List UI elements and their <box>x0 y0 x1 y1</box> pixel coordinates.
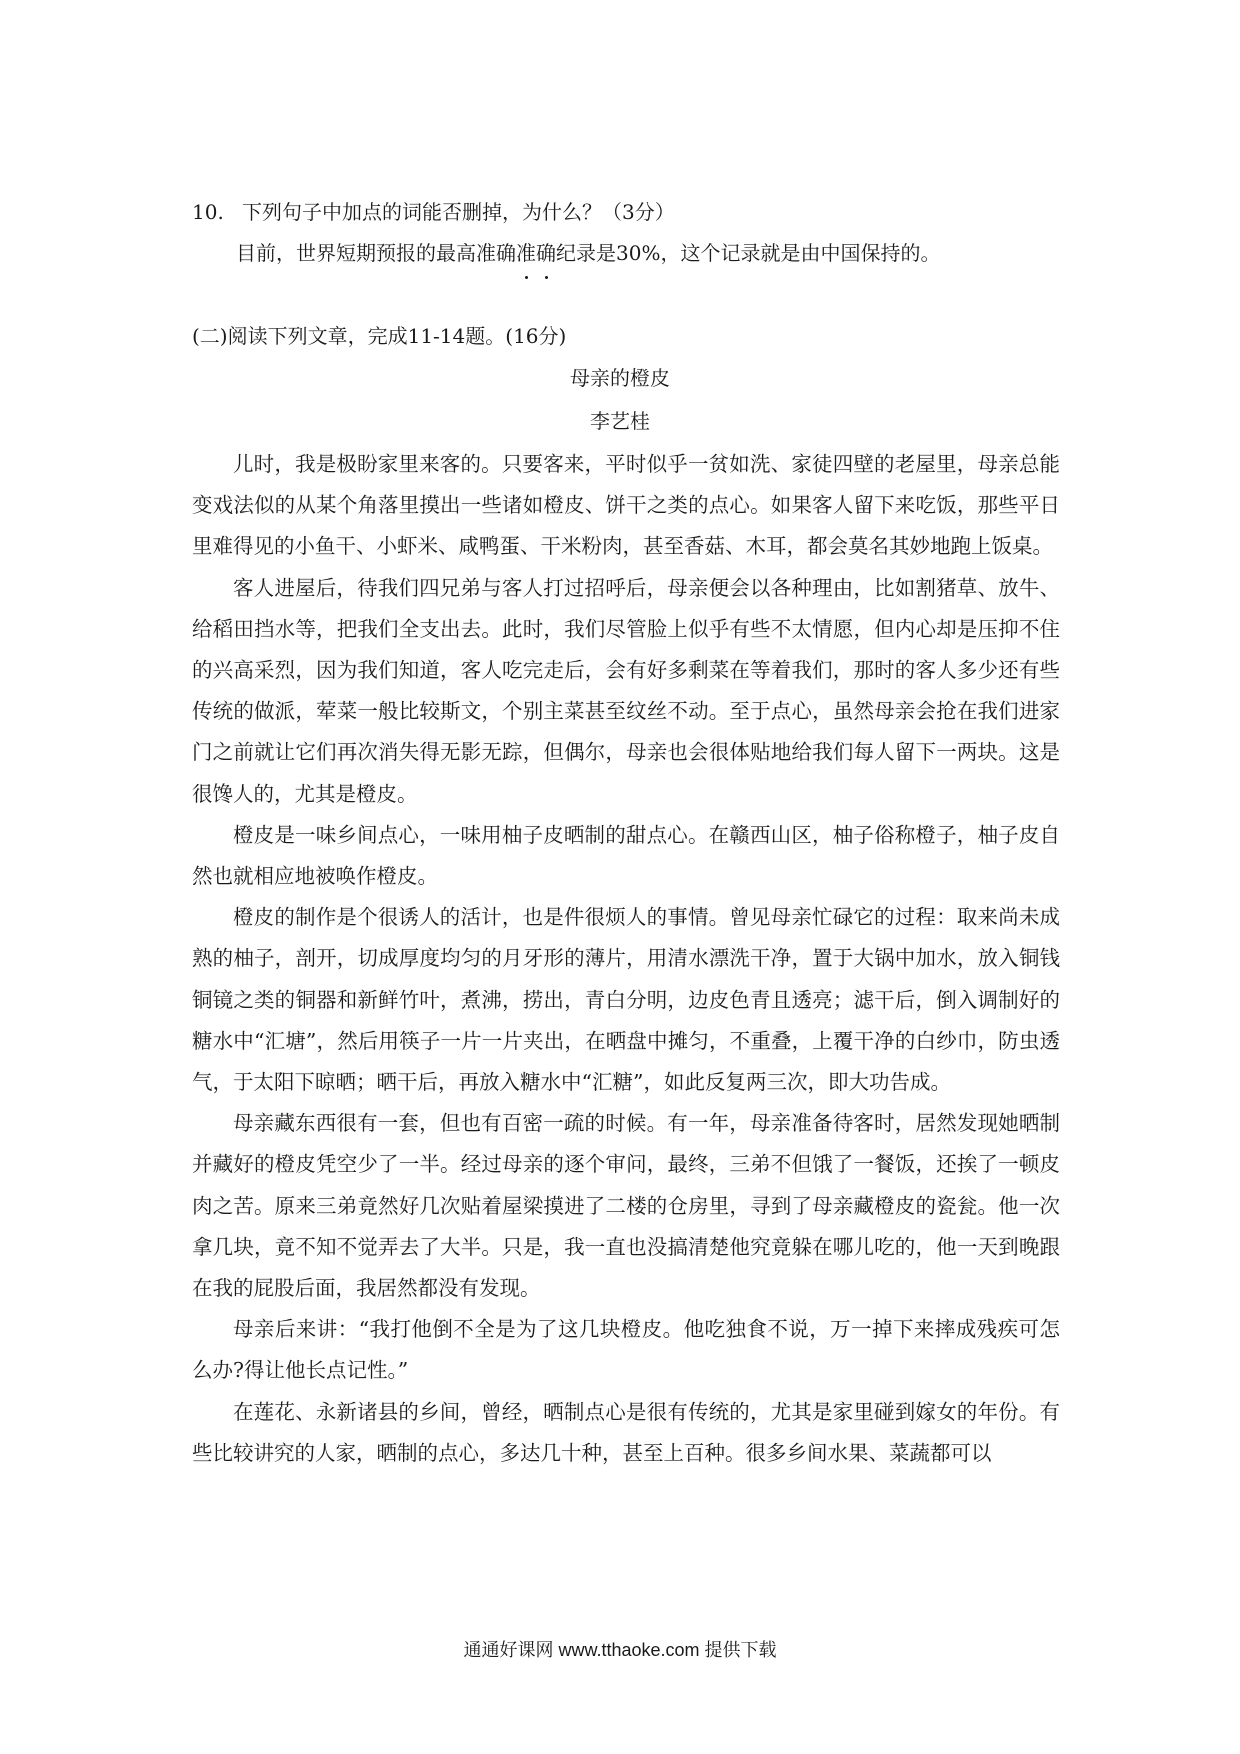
sentence-part-after: 纪录是30%，这个记录就是由中国保持的。 <box>556 241 941 265</box>
question-10 <box>192 196 675 228</box>
paragraph: 母亲后来讲：“我打他倒不全是为了这几块橙皮。他吃独食不说，万一掉下来摔成残疾可怎么办?得让他长点记性。” <box>192 1317 1060 1383</box>
paragraph: 母亲藏东西很有一套，但也有百密一疏的时候。有一年，母亲准备待客时，居然发现她晒制并藏好的橙皮凭空少了一半。经过母亲的逐个审问，最终，三弟不但饿了一餐饭，还挨了一顿皮肉之苦。原来三弟竟然好几次贴着屋梁摸进了二楼的仓房里，寻到了母亲藏橙皮的瓷瓮。他一次拿几块，竟不知不觉弄去了大半。只是，我一直也没搞清楚他究竟躲在哪儿吃的，他一天到晚跟在我的屁股后面，我居然都没有发现。 <box>192 1111 1060 1301</box>
page-footer: 通通好课网 www.tthaoke.com 提供下载 <box>463 1640 777 1660</box>
paragraph: 儿时，我是极盼家里来客的。只要客来，平时似乎一贫如洗、家徒四壁的老屋里，母亲总能变戏法似的从某个角落里摸出一些诸如橙皮、饼干之类的点心。如果客人留下来吃饭，那些平日里难得见的小鱼干、小虾米、咸鸭蛋、干米粉肉，甚至香菇、木耳，都会莫名其妙地跑上饭桌。 <box>192 452 1060 559</box>
article-title: 母亲的橙皮 <box>570 366 670 390</box>
dotted-char-zhun: 准 <box>516 237 536 269</box>
article-body <box>192 444 1060 1474</box>
paragraph: 客人进屋后，待我们四兄弟与客人打过招呼后，母亲便会以各种理由，比如割猪草、放牛、给稻田挡水等，把我们全支出去。此时，我们尽管脸上似乎有些不太情愿，但内心却是压抑不住的兴高采烈，因为我们知道，客人吃完走后，会有好多剩菜在等着我们，那时的客人多少还有些传统的做派，荤菜一般比较斯文，个别主菜甚至纹丝不动。至于点心，虽然母亲会抢在我们进家门之前就让它们再次消失得无影无踪，但偶尔，母亲也会很体贴地给我们每人留下一两块。这是很馋人的，尤其是橙皮。 <box>192 575 1060 806</box>
question-10-sentence <box>236 237 940 269</box>
dotted-char-que: 确 <box>536 237 556 269</box>
question-prompt: 下列句子中加点的词能否删掉，为什么？（3分） <box>242 200 675 224</box>
paragraph: 橙皮是一味乡间点心，一味用柚子皮晒制的甜点心。在赣西山区，柚子俗称橙子，柚子皮自然也就相应地被唤作橙皮。 <box>192 822 1060 889</box>
paragraph: 橙皮的制作是个很诱人的活计，也是件很烦人的事情。曾见母亲忙碌它的过程：取来尚未成熟的柚子，剖开，切成厚度均匀的月牙形的薄片，用清水漂洗干净，置于大锅中加水，放入铜钱铜镜之类的铜器和新鲜竹叶，煮沸，捞出，青白分明，边皮色青且透亮；滤干后，倒入调制好的糖水中“汇塘”，然后用筷子一片一片夹出，在晒盘中摊匀，不重叠，上覆干净的白纱巾，防虫透气，于太阳下晾晒；晒干后，再放入糖水中“汇糖”，如此反复两三次，即大功告成。 <box>192 905 1060 1095</box>
section-heading: (二)阅读下列文章，完成11-14题。(16分) <box>192 324 567 348</box>
paragraph: 在莲花、永新诸县的乡间，曾经，晒制点心是很有传统的，尤其是家里碰到嫁女的年份。有些比较讲究的人家，晒制的点心，多达几十种，甚至上百种。很多乡间水果、菜蔬都可以 <box>192 1399 1060 1465</box>
sentence-part-before: 目前，世界短期预报的最高准确 <box>236 241 516 265</box>
article-author: 李艺桂 <box>590 409 650 433</box>
question-number: 10. <box>192 200 224 224</box>
